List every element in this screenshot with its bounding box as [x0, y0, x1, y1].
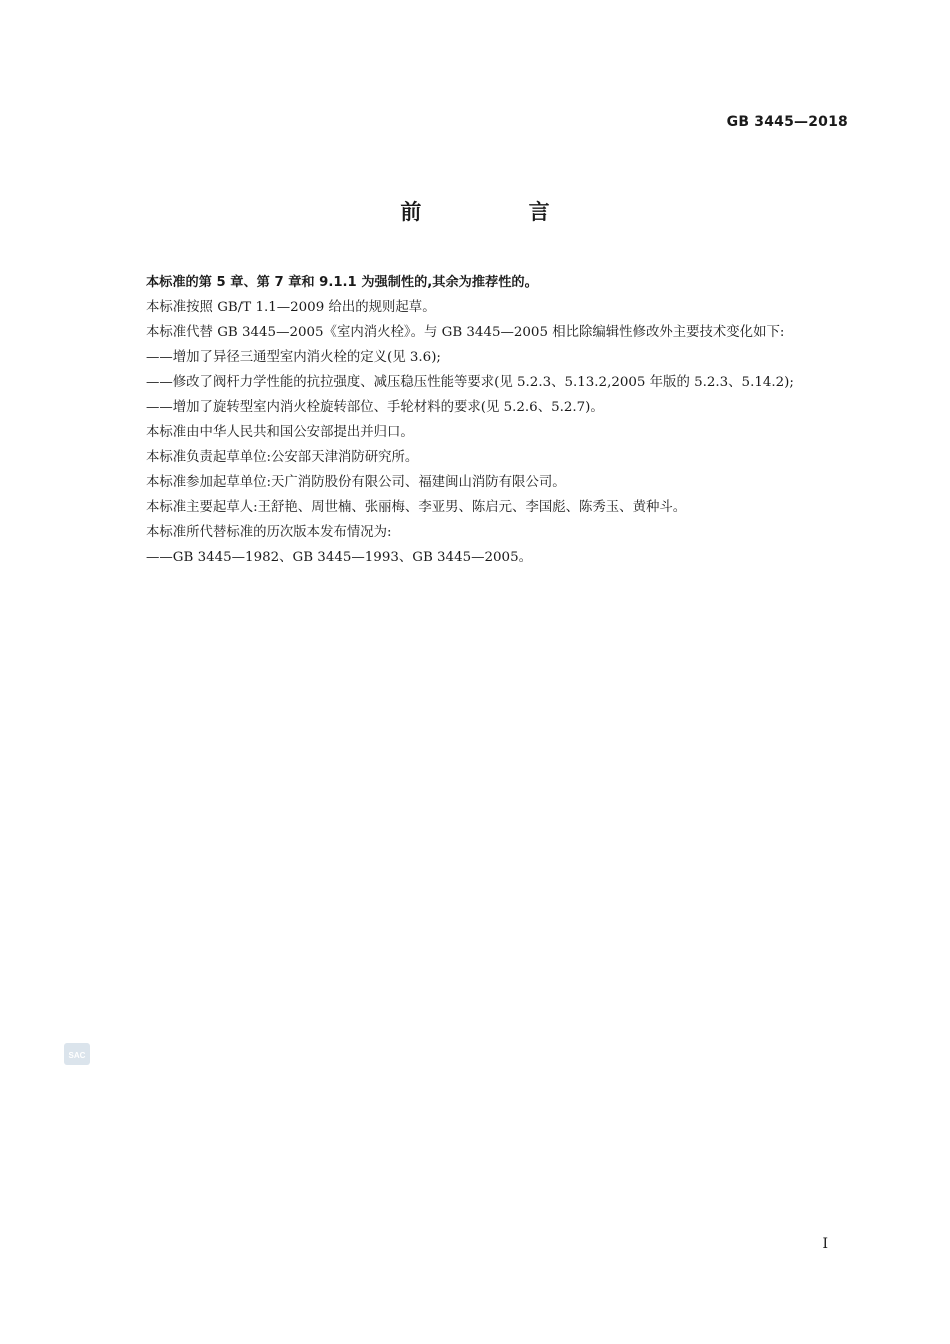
- proposer-statement: 本标准由中华人民共和国公安部提出并归口。: [146, 425, 414, 440]
- change-item: ——修改了阀杆力学性能的抗拉强度、减压稳压性能等要求(见 5.2.3、5.13.2,2005 年版的 5.2.3、5.14.2);: [146, 375, 794, 390]
- mandatory-clause-statement: 本标准的第 5 章、第 7 章和 9.1.1 为强制性的,其余为推荐性的。: [146, 275, 538, 290]
- page-title: 前 言: [400, 200, 600, 224]
- version-history-intro: 本标准所代替标准的历次版本发布情况为:: [146, 525, 392, 540]
- standard-number: GB 3445—2018: [726, 114, 848, 130]
- change-item: ——增加了异径三通型室内消火栓的定义(见 3.6);: [146, 350, 441, 365]
- drafting-rules-statement: 本标准按照 GB/T 1.1—2009 给出的规则起草。: [146, 300, 436, 315]
- replacement-statement: 本标准代替 GB 3445—2005《室内消火栓》。与 GB 3445—2005 相比除编辑性修改外主要技术变化如下:: [146, 325, 785, 340]
- main-drafters-statement: 本标准主要起草人:王舒艳、周世楠、张丽梅、李亚男、陈启元、李国彪、陈秀玉、黄种斗。: [146, 500, 687, 515]
- participating-drafters-statement: 本标准参加起草单位:天广消防股份有限公司、福建闽山消防有限公司。: [146, 475, 566, 490]
- version-history-list: ——GB 3445—1982、GB 3445—1993、GB 3445—2005。: [146, 550, 532, 565]
- svg-text:SAC: SAC: [68, 1051, 86, 1060]
- change-item: ——增加了旋转型室内消火栓旋转部位、手轮材料的要求(见 5.2.6、5.2.7)。: [146, 400, 604, 415]
- page-number: I: [822, 1236, 828, 1252]
- sac-watermark-icon: [64, 1043, 90, 1065]
- responsible-drafter-statement: 本标准负责起草单位:公安部天津消防研究所。: [146, 450, 419, 465]
- foreword-body: [114, 270, 850, 570]
